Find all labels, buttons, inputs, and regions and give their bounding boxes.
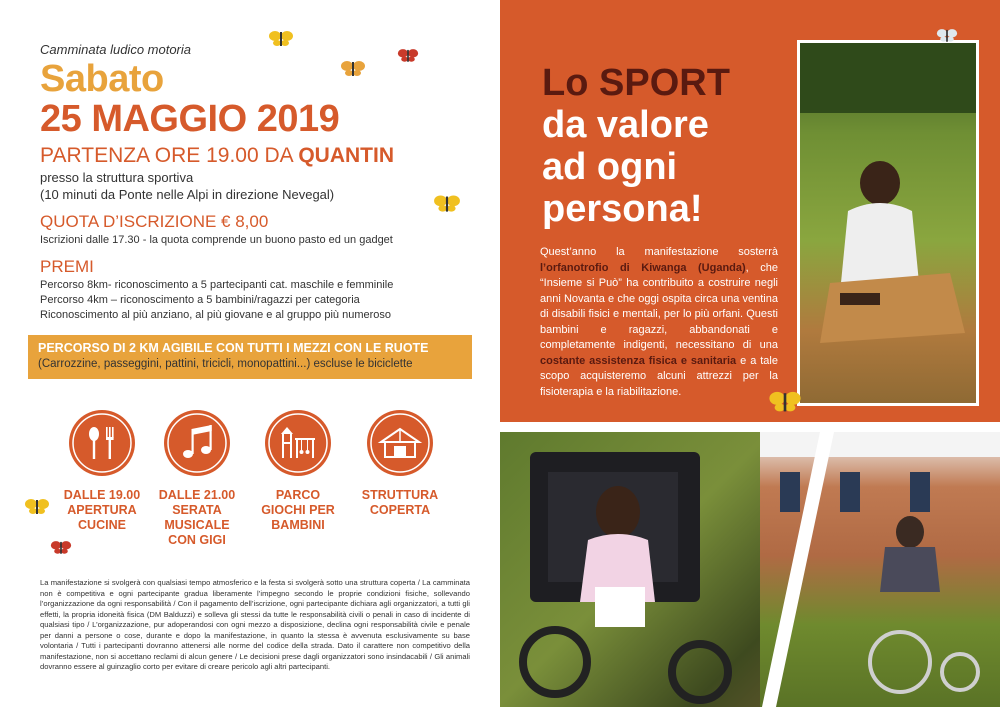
prize-line-2: Percorso 4km – riconoscimento a 5 bambini/ragazzi per categoria xyxy=(40,294,360,306)
disclaimer-text: La manifestazione si svolgerà con qualsiasi tempo atmosferico e la festa si svolgerà sotto una struttura coperta / La camminata non è competitiva e ogni partecipante gradua liberamente l’impegno secondo le proprie condizioni fisiche, sollevando l’organizzazione da ogni responsabilità / Con il pagamento dell’iscrizione, ogni partecipante dichiara agli organizzatori, a tutti gli effetti, la propria idoneità fisica (DM Balduzzi) e solleva gli stessi da tutte le responsabilità civili o penali in caso di incidente di qualsiasi tipo / L’organizzazione, pur adoperandosi con ogni mezzo a disposizione, declina ogni responsabilità civile e penale per danni a persone o cose, durante e dopo la manifestazione, in quanto la stessa è avvenuta esclusivamente su base volontaria / Tutti i partecipanti dovranno attenersi alle norme del codice della strada. Dato il carattere non competitivo della manifestazione, non si accettano reclami di alcun genere / Le decisioni prese dagli organizzatori sono insindacabili / Gli animali dovranno essere al guinzaglio corto per evitare di creare pericolo agli altri partecipanti. xyxy=(40,578,470,671)
photo-divider xyxy=(500,400,1000,707)
location-line-1: presso la struttura sportiva xyxy=(40,170,194,185)
prizes-title: PREMI xyxy=(40,257,94,276)
prize-line-1: Percorso 8km- riconoscimento a 5 partecipanti cat. maschile e femminile xyxy=(40,279,394,291)
photo-child-sitting xyxy=(797,40,979,406)
playground-icon xyxy=(265,410,331,476)
butterfly-icon xyxy=(397,46,419,64)
label-cucine: DALLE 19.00 APERTURA CUCINE xyxy=(63,488,141,532)
orphanage-description: Quest’anno la manifestazione sosterrà l’orfanotrofio di Kiwanga (Uganda), che “Insieme si Può” ha contribuito a costruire negli anni Novanta e che oggi ospita circa una ventina di disabili fisici e mentali, per lo più orfani. Questi bambini e ragazzi, abbandonati e completamente indigenti, necessitano di una costante assistenza fisica e sanitaria e a tale scopo acquisteremo alcuni attrezzi per la fisioterapia e la riabilitazione. xyxy=(540,246,778,398)
butterfly-icon xyxy=(433,192,461,214)
registration-fee: QUOTA D’ISCRIZIONE € 8,00 xyxy=(40,212,269,231)
departure-place: QUANTIN xyxy=(298,144,395,167)
butterfly-icon xyxy=(24,496,50,516)
event-day: Sabato xyxy=(40,58,164,100)
prize-line-3: Riconoscimento al più anziano, al più giovane e al gruppo più numeroso xyxy=(40,309,392,321)
butterfly-icon xyxy=(768,388,802,414)
departure-text: PARTENZA ORE 19.00 DA xyxy=(40,144,293,167)
registration-info: Iscrizioni dalle 17.30 - la quota comprende un buono pasto ed un gadget xyxy=(40,234,393,246)
music-note-icon xyxy=(164,410,230,476)
event-date: 25 MAGGIO 2019 xyxy=(40,98,340,140)
headline-line-1: Lo SPORT xyxy=(542,62,730,104)
headline xyxy=(542,62,772,230)
location-line-2: (10 minuti da Ponte nelle Alpi in direzione Nevegal) xyxy=(40,187,335,202)
butterfly-icon xyxy=(936,26,958,44)
route-title: PERCORSO DI 2 KM AGIBILE CON TUTTI I MEZZI CON LE RUOTE xyxy=(38,341,429,355)
departure-info xyxy=(40,144,394,168)
route-banner xyxy=(28,335,472,379)
event-subtitle: Camminata ludico motoria xyxy=(40,42,192,57)
butterfly-icon xyxy=(50,538,72,556)
cutlery-icon xyxy=(69,410,135,476)
route-subtitle: (Carrozzine, passeggini, pattini, tricicli, monopattini...) escluse le biciclette xyxy=(38,358,413,370)
tent-icon xyxy=(367,410,433,476)
label-struttura: STRUTTURA COPERTA xyxy=(361,488,439,517)
label-serata: DALLE 21.00 SERATA MUSICALE CON GIGI xyxy=(158,488,236,547)
right-page xyxy=(500,0,1000,707)
label-parco: PARCO GIOCHI PER BAMBINI xyxy=(261,488,335,532)
headline-line-3: ad ogni xyxy=(542,146,678,188)
butterfly-icon xyxy=(340,58,366,78)
headline-line-4: persona! xyxy=(542,188,703,230)
butterfly-icon xyxy=(268,28,294,48)
headline-line-2: da valore xyxy=(542,104,709,146)
